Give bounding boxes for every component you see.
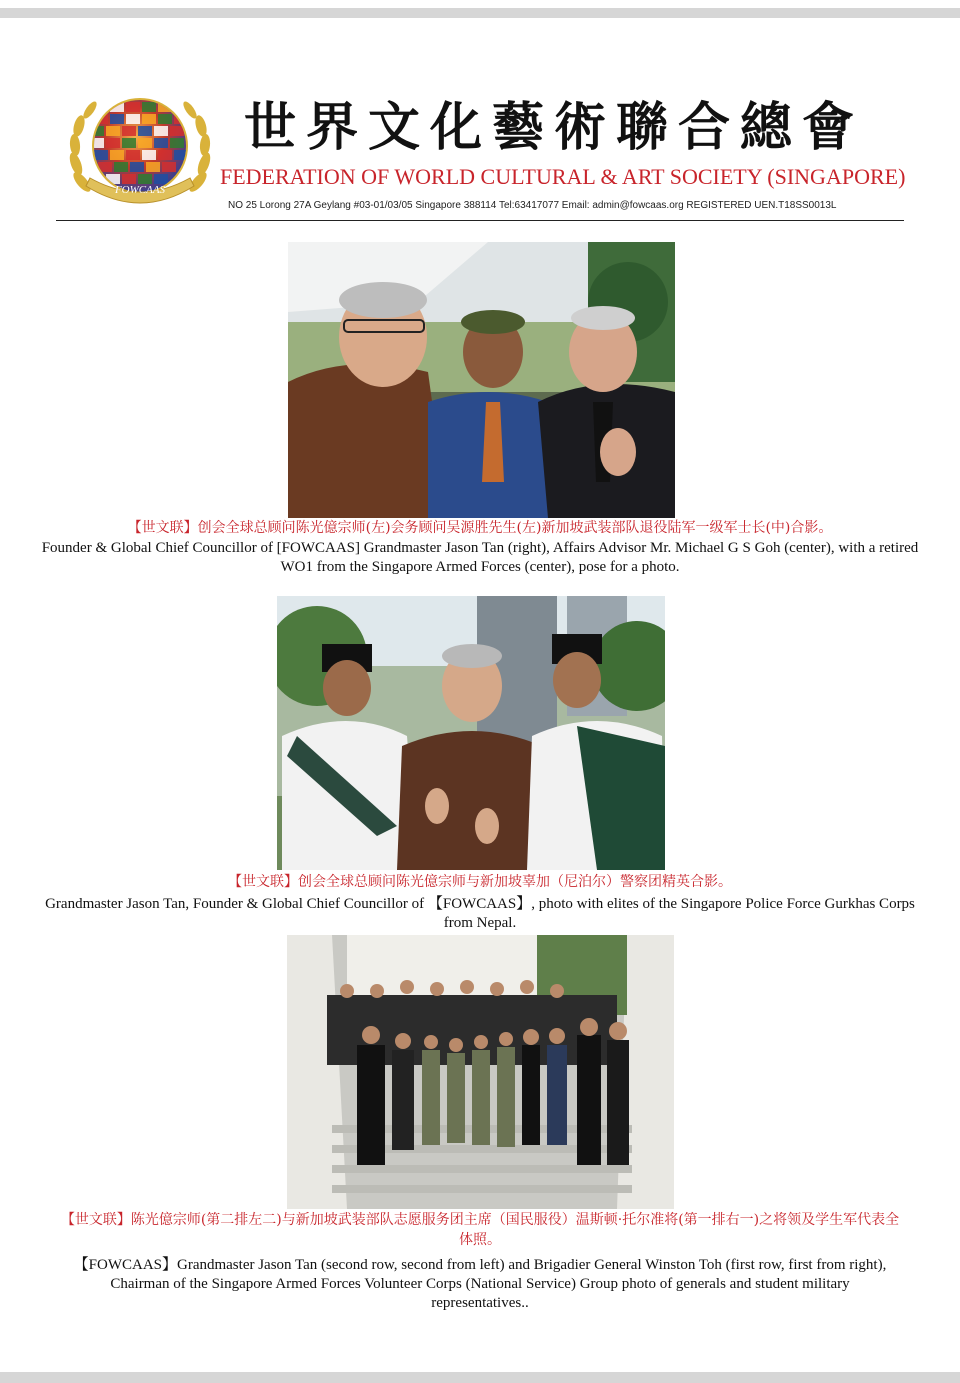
photo-gurkha-officers (277, 596, 665, 870)
page-bottom-bar (0, 1372, 960, 1383)
fowcaas-logo (64, 90, 216, 218)
caption-2-chinese: 【世文联】创会全球总顾问陈光億宗师与新加坡辜加（尼泊尔）警察团精英合影。 (228, 874, 732, 890)
photo-selfie-three-men (288, 242, 675, 518)
title-english: FEDERATION OF WORLD CULTURAL & ART SOCIETY (SINGAPORE) (220, 164, 906, 189)
caption-2-english: Grandmaster Jason Tan, Founder & Global Chief Councillor of 【FOWCAAS】, photo with elites of the Singapore Police Force Gurkhas Corps from Nepal. (45, 896, 915, 931)
header-divider (56, 220, 904, 221)
caption-3-chinese: 【世文联】陈光億宗师(第二排左二)与新加坡武装部队志愿服务团主席（国民服役）温斯顿·托尔准将(第一排右一)之将领及学生军代表全体照。 (60, 1212, 900, 1248)
caption-1-chinese: 【世文联】创会全球总顾问陈光億宗师(左)会务顾问吴源胜先生(左)新加坡武装部队退役陆军一级军士长(中)合影。 (127, 520, 833, 536)
caption-3-english: 【FOWCAAS】Grandmaster Jason Tan (second row, second from left) and Brigadier General Winston Toh (first row, first from right), Chairman of the Singapore Armed Forces Volunteer Corps (National Service) Group photo of generals and student military representatives.. (73, 1257, 887, 1311)
caption-1-english: Founder & Global Chief Councillor of [FOWCAAS] Grandmaster Jason Tan (right), Affairs Advisor Mr. Michael G S Goh (center), with a retired WO1 from the Singapore Armed Forces (center), pose for a photo. (41, 540, 919, 575)
address-line: NO 25 Lorong 27A Geylang #03-01/03/05 Singapore 388114 Tel:63417077 Email: admin@fowcaas.org REGISTERED UEN.T18SS0013L (228, 200, 837, 211)
title-chinese: 世界文化藝術聯合總會 (244, 97, 865, 158)
logo-text: FOWCAAS (114, 184, 166, 196)
page-top-bar (0, 8, 960, 18)
photo-group-memorial (287, 935, 674, 1209)
